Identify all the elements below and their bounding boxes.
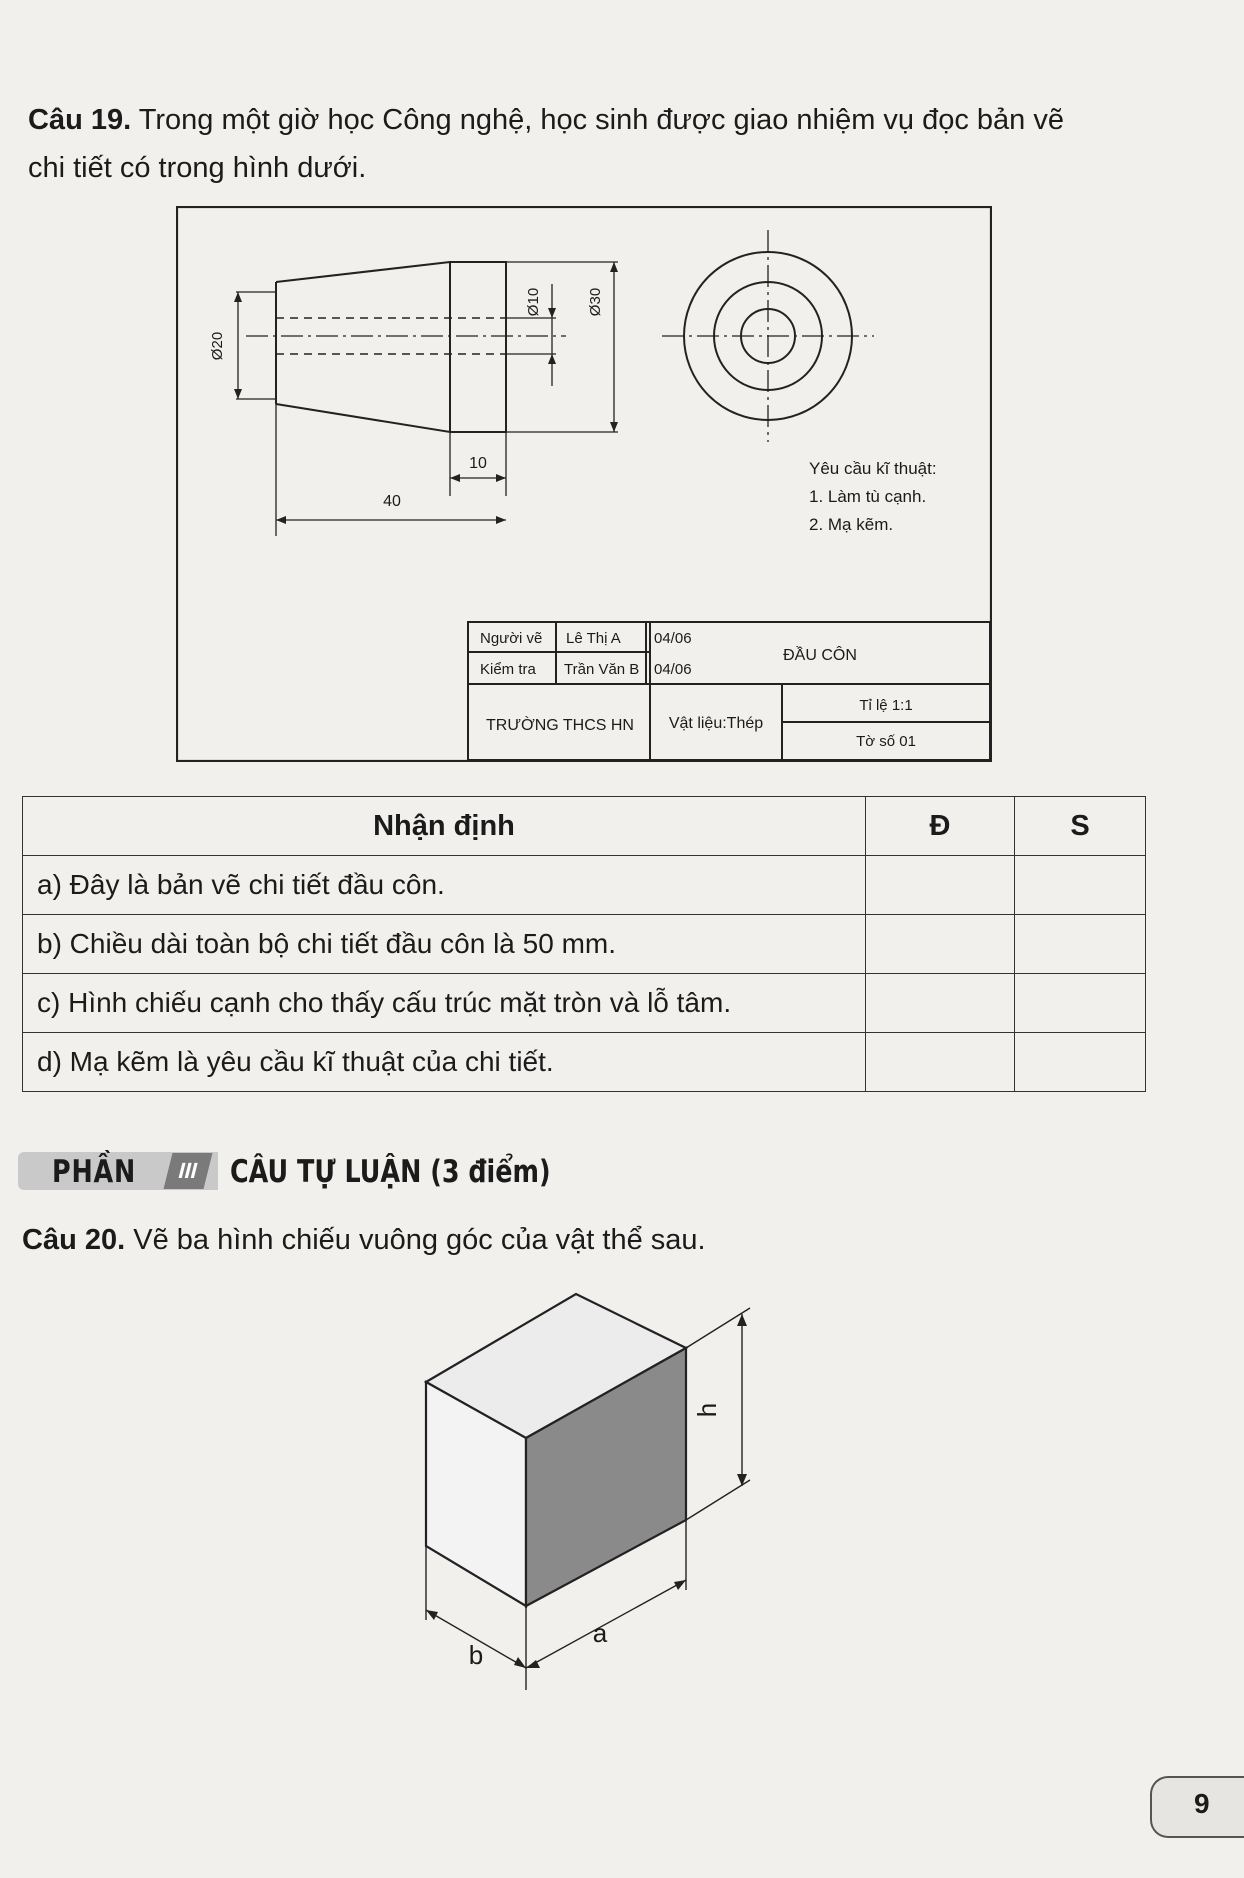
sheet-number: Tờ số 01 [856,733,916,750]
page-number-tab [1150,1776,1244,1838]
dim-d10: Ø10 [525,287,542,317]
isometric-block [400,1290,780,1690]
requirement-1: 1. Làm tù cạnh. [809,487,927,506]
drawn-by-name: Lê Thị A [566,630,621,647]
label-h: h [692,1402,722,1418]
label-b: b [468,1640,484,1670]
question-19-text-line2: chi tiết có trong hình dưới. [28,152,367,184]
page-number: 9 [1194,1788,1210,1819]
answer-true-cell[interactable] [866,915,1015,974]
scale: Tỉ lệ 1:1 [859,697,913,714]
answer-true-cell[interactable] [866,974,1015,1033]
front-dimensions [236,262,618,536]
dim-40: 40 [383,493,401,510]
school-name: TRƯỜNG THCS HN [486,717,634,734]
question-19-text-line1: Trong một giờ học Công nghệ, học sinh được giao nhiệm vụ đọc bản vẽ [131,104,1065,136]
table-header-row [23,797,1146,856]
statement-a: a) Đây là bản vẽ chi tiết đầu côn. [23,856,866,915]
answer-false-cell[interactable] [1015,856,1146,915]
drawn-date: 04/06 [654,630,692,647]
question-20 [22,1216,1202,1264]
drawn-by-label: Người vẽ [480,630,543,647]
checked-by-label: Kiểm tra [480,661,536,678]
dim-10: 10 [469,455,487,472]
answer-false-cell[interactable] [1015,915,1146,974]
table-row [23,974,1146,1033]
statement-b: b) Chiều dài toàn bộ chi tiết đầu côn là 50 mm. [23,915,866,974]
question-20-number: Câu 20. [22,1224,126,1256]
requirements-title: Yêu cầu kĩ thuật: [809,459,937,478]
material: Vật liệu:Thép [668,715,764,732]
statement-c: c) Hình chiếu cạnh cho thấy cấu trúc mặt tròn và lỗ tâm. [23,974,866,1033]
answer-true-cell[interactable] [866,856,1015,915]
section-roman-numeral: III [164,1153,213,1189]
question-19-number: Câu 19. [28,104,132,136]
statement-d: d) Mạ kẽm là yêu cầu kĩ thuật của chi tiết. [23,1033,866,1092]
header-statement: Nhận định [23,797,866,856]
header-false: S [1015,797,1146,856]
table-row [23,1033,1146,1092]
section-header [18,1146,1148,1194]
header-true: Đ [866,797,1015,856]
checked-by-name: Trần Văn B [564,661,640,678]
side-view [662,230,874,442]
checked-date: 04/06 [654,661,692,678]
part-name: ĐẦU CÔN [783,647,857,664]
question-20-text: Vẽ ba hình chiếu vuông góc của vật thể sau. [125,1224,706,1256]
dim-d20: Ø20 [209,331,226,361]
answer-false-cell[interactable] [1015,974,1146,1033]
section-title: CÂU TỰ LUẬN (3 điểm) [230,1154,551,1190]
question-19 [28,96,1208,192]
requirement-2: 2. Mạ kẽm. [809,515,894,534]
table-row [23,856,1146,915]
dim-d30: Ø30 [587,287,604,317]
section-word: PHẦN [52,1154,137,1190]
front-view [246,262,566,432]
answer-true-cell[interactable] [866,1033,1015,1092]
technical-drawing [176,206,992,762]
table-row [23,915,1146,974]
dimension-arrows [234,262,618,524]
label-a: a [592,1618,608,1648]
answer-false-cell[interactable] [1015,1033,1146,1092]
true-false-table [22,796,1146,1092]
